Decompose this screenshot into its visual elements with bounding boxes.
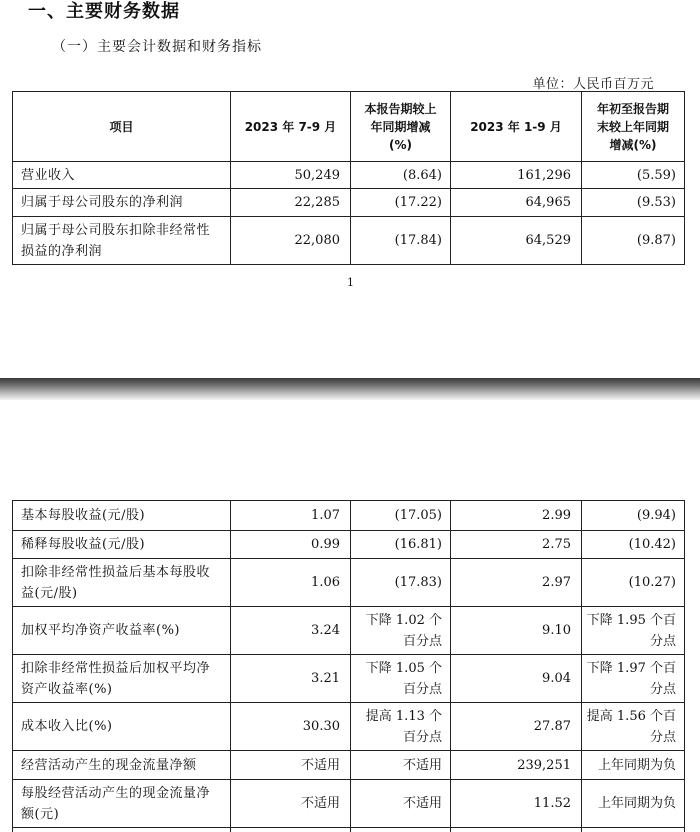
- row-item: 扣除非经常性损益后基本每股收益(元/股): [13, 559, 231, 607]
- table-row: [13, 162, 685, 189]
- row-q3-change: (17.22): [351, 189, 451, 217]
- row-ytd: 11.52: [451, 780, 582, 828]
- row-q3: 50,249: [231, 162, 351, 189]
- row-q3: 不适用: [231, 751, 351, 780]
- row-ytd: 9.04: [451, 655, 582, 703]
- table-row: [13, 501, 685, 531]
- table-row: [13, 655, 685, 703]
- header-ytd-change: 年初至报告期末较上年同期增减(%): [582, 92, 685, 162]
- table-row: [13, 607, 685, 655]
- row-ytd: 2.75: [451, 531, 582, 559]
- header-q3: 2023 年 7-9 月: [231, 92, 351, 162]
- row-item: 加权平均净资产收益率(%): [13, 607, 231, 655]
- row-q3: 30.30: [231, 703, 351, 751]
- header-ytd: 2023 年 1-9 月: [451, 92, 582, 162]
- row-ytd: 161,296: [451, 162, 582, 189]
- financial-table-top: [12, 91, 685, 265]
- row-ytd: 64,529: [451, 217, 582, 265]
- row-q3: 22,080: [231, 217, 351, 265]
- table-header-row: [13, 92, 685, 162]
- header-q3-change: 本报告期较上年同期增减(%): [351, 92, 451, 162]
- row-q3-change: 不适用: [351, 751, 451, 780]
- page-number: 1: [347, 276, 354, 289]
- row-q3-change: (17.84): [351, 217, 451, 265]
- row-q3-change: 不适用: [351, 780, 451, 828]
- table-row-cut-off: [13, 828, 685, 832]
- row-q3-change: 下降 1.05 个百分点: [351, 655, 451, 703]
- row-ytd: 64,965: [451, 189, 582, 217]
- row-ytd: 27.87: [451, 703, 582, 751]
- row-item: 每股经营活动产生的现金流量净额(元): [13, 780, 231, 828]
- row-ytd-change: (10.42): [582, 531, 685, 559]
- row-q3-change: 提高 1.13 个百分点: [351, 703, 451, 751]
- row-q3: 1.07: [231, 501, 351, 531]
- row-q3-change: 下降 1.02 个百分点: [351, 607, 451, 655]
- table-row: [13, 559, 685, 607]
- row-item: 归属于母公司股东扣除非经常性损益的净利润: [13, 217, 231, 265]
- row-ytd-change: (9.53): [582, 189, 685, 217]
- row-ytd-change: (10.27): [582, 559, 685, 607]
- sub-title: （一）主要会计数据和财务指标: [52, 39, 262, 55]
- row-q3-change: (17.05): [351, 501, 451, 531]
- row-ytd-change: (9.87): [582, 217, 685, 265]
- row-ytd: 2.99: [451, 501, 582, 531]
- row-ytd-change: (9.94): [582, 501, 685, 531]
- row-ytd-change: 下降 1.95 个百分点: [582, 607, 685, 655]
- row-q3: 3.24: [231, 607, 351, 655]
- table-row: [13, 189, 685, 217]
- row-item: 经营活动产生的现金流量净额: [13, 751, 231, 780]
- section-title: 一、主要财务数据: [28, 1, 180, 22]
- row-item: 扣除非经常性损益后加权平均净资产收益率(%): [13, 655, 231, 703]
- row-ytd-change: 上年同期为负: [582, 780, 685, 828]
- row-item: 稀释每股收益(元/股): [13, 531, 231, 559]
- financial-table-bottom: [12, 500, 685, 832]
- row-item: 营业收入: [13, 162, 231, 189]
- row-ytd: 9.10: [451, 607, 582, 655]
- table-row: [13, 780, 685, 828]
- row-ytd-change: 下降 1.97 个百分点: [582, 655, 685, 703]
- row-q3: 1.06: [231, 559, 351, 607]
- row-q3: 22,285: [231, 189, 351, 217]
- row-ytd-change: (5.59): [582, 162, 685, 189]
- unit-label: 单位：人民币百万元: [532, 77, 654, 92]
- report-page-1: [0, 0, 700, 378]
- row-q3: 0.99: [231, 531, 351, 559]
- row-q3: 3.21: [231, 655, 351, 703]
- row-ytd: 239,251: [451, 751, 582, 780]
- row-q3-change: (17.83): [351, 559, 451, 607]
- row-ytd: 2.97: [451, 559, 582, 607]
- table-row: [13, 531, 685, 559]
- row-item: 归属于母公司股东的净利润: [13, 189, 231, 217]
- row-ytd-change: 提高 1.56 个百分点: [582, 703, 685, 751]
- row-item: 成本收入比(%): [13, 703, 231, 751]
- table-row: [13, 703, 685, 751]
- table-row: [13, 751, 685, 780]
- row-q3-change: (8.64): [351, 162, 451, 189]
- header-item: 项目: [13, 92, 231, 162]
- table-row: [13, 217, 685, 265]
- row-item: 基本每股收益(元/股): [13, 501, 231, 531]
- row-ytd-change: 上年同期为负: [582, 751, 685, 780]
- row-q3: 不适用: [231, 780, 351, 828]
- page-break-divider: [0, 378, 700, 400]
- row-q3-change: (16.81): [351, 531, 451, 559]
